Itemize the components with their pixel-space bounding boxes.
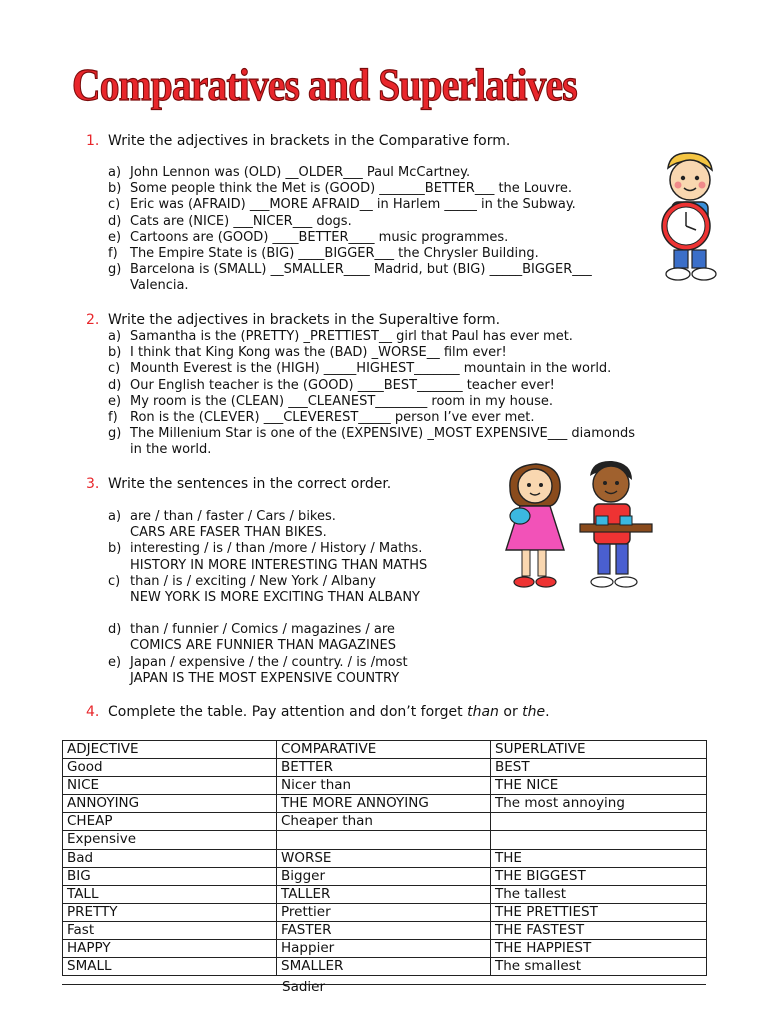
list-item: a) John Lennon was (OLD) __OLDER___ Paul McCartney. <box>108 165 471 180</box>
table-cell <box>277 831 491 849</box>
list-item: c) Mounth Everest is the (HIGH) _____HIGHEST_______ mountain in the world. <box>108 361 612 377</box>
list-item: e) Japan / expensive / the / country. / is /most <box>108 654 408 670</box>
table-cell: The tallest <box>491 885 707 903</box>
table-cell: Fast <box>63 921 277 939</box>
list-item: a) Samantha is the (PRETTY) _PRETTIEST__ girl that Paul has ever met. <box>108 329 573 344</box>
table-cell: COMPARATIVE <box>277 741 491 759</box>
table-row <box>63 777 707 795</box>
the-word: the <box>522 704 546 720</box>
overflow-text: Sadier <box>282 979 326 995</box>
boy-clock-illustration <box>656 150 722 285</box>
page-title: Comparatives and Superlatives <box>72 59 577 110</box>
list-item-continuation: in the world. <box>130 442 212 458</box>
list-item: f) The Empire State is (BIG) ____BIGGER___ the Chrysler Building. <box>108 246 539 262</box>
table-cell: THE MORE ANNOYING <box>277 795 491 813</box>
table-row <box>63 885 707 903</box>
list-item: c) Eric was (AFRAID) ___MORE AFRAID__ in Harlem _____ in the Subway. <box>108 197 576 213</box>
than-word: than <box>467 704 499 720</box>
question-instruction: Write the adjectives in brackets in the Comparative form. <box>108 133 511 149</box>
table-cell: FASTER <box>277 921 491 939</box>
kids-illustration <box>498 458 662 592</box>
table-cell: CHEAP <box>63 813 277 831</box>
list-item: b) I think that King Kong was the (BAD) _WORSE__ film ever! <box>108 345 507 361</box>
question-1-items <box>108 165 592 295</box>
table-cell <box>491 831 707 849</box>
answer-text: NEW YORK IS MORE EXCITING THAN ALBANY <box>130 590 420 606</box>
table-cell: Bigger <box>277 867 491 885</box>
question-1 <box>86 133 510 149</box>
question-2-items <box>108 329 635 459</box>
table-cell: PRETTY <box>63 903 277 921</box>
question-instruction: Write the sentences in the correct order. <box>108 476 392 492</box>
list-item: b) Some people think the Met is (GOOD) _______BETTER___ the Louvre. <box>108 181 573 197</box>
list-item-continuation: Valencia. <box>130 278 189 294</box>
table-cell: THE BIGGEST <box>491 867 707 885</box>
question-3 <box>86 476 391 492</box>
table-cell: TALL <box>63 885 277 903</box>
table-row <box>63 831 707 849</box>
table-row <box>63 813 707 831</box>
list-item: e) Cartoons are (GOOD) ____BETTER____ music programmes. <box>108 229 509 245</box>
table-cell: Expensive <box>63 831 277 849</box>
table-header-row <box>63 741 707 759</box>
table-cell: Happier <box>277 940 491 958</box>
table-row <box>63 759 707 777</box>
table-cell: THE PRETTIEST <box>491 903 707 921</box>
answer-text: CARS ARE FASER THAN BIKES. <box>130 525 327 541</box>
question-number: 1. <box>86 133 100 149</box>
table-cell: SMALLER <box>277 958 491 976</box>
question-number: 4. <box>86 704 100 720</box>
table-cell: Bad <box>63 849 277 867</box>
table-cell: WORSE <box>277 849 491 867</box>
table-cell: THE NICE <box>491 777 707 795</box>
table-cell: THE FASTEST <box>491 921 707 939</box>
table-row <box>63 903 707 921</box>
question-4: 4. Complete the table. Pay attention and don’t forget than or the. <box>86 704 550 720</box>
table-cell: BETTER <box>277 759 491 777</box>
table-cell: SUPERLATIVE <box>491 741 707 759</box>
table-cell: BIG <box>63 867 277 885</box>
table-cell: THE HAPPIEST <box>491 940 707 958</box>
answer-text: HISTORY IN MORE INTERESTING THAN MATHS <box>130 557 428 573</box>
table-row <box>63 867 707 885</box>
table-bottom-line <box>62 984 706 985</box>
answer-text: COMICS ARE FUNNIER THAN MAGAZINES <box>130 638 396 654</box>
table-cell: NICE <box>63 777 277 795</box>
table-cell: Nicer than <box>277 777 491 795</box>
list-item: b) interesting / is / than /more / History / Maths. <box>108 541 423 557</box>
table-cell: The smallest <box>491 958 707 976</box>
answer-text: JAPAN IS THE MOST EXPENSIVE COUNTRY <box>130 670 400 686</box>
table-cell: The most annoying <box>491 795 707 813</box>
list-item: c) than / is / exciting / New York / Albany <box>108 573 376 589</box>
table-cell: Cheaper than <box>277 813 491 831</box>
list-item: a) are / than / faster / Cars / bikes. <box>108 509 336 524</box>
table-row <box>63 958 707 976</box>
list-item: g) The Millenium Star is one of the (EXPENSIVE) _MOST EXPENSIVE___ diamonds <box>108 426 636 442</box>
adjective-table <box>62 740 707 976</box>
table-cell: SMALL <box>63 958 277 976</box>
question-number: 2. <box>86 312 100 328</box>
list-item: d) Our English teacher is the (GOOD) ____BEST_______ teacher ever! <box>108 377 555 393</box>
table-row <box>63 940 707 958</box>
table-cell <box>491 813 707 831</box>
question-instruction: Write the adjectives in brackets in the Superaltive form. <box>108 312 501 328</box>
question-3-items <box>108 509 427 687</box>
question-number: 3. <box>86 476 100 492</box>
question-2 <box>86 312 500 328</box>
table-row <box>63 921 707 939</box>
table-cell: HAPPY <box>63 940 277 958</box>
table-cell: ADJECTIVE <box>63 741 277 759</box>
table-row <box>63 795 707 813</box>
list-item: d) Cats are (NICE) ___NICER___ dogs. <box>108 213 352 229</box>
list-item: f) Ron is the (CLEVER) ___CLEVEREST_____ person I’ve ever met. <box>108 410 535 426</box>
list-item: d) than / funnier / Comics / magazines / are <box>108 622 395 638</box>
list-item: g) Barcelona is (SMALL) __SMALLER____ Madrid, but (BIG) _____BIGGER___ <box>108 262 592 278</box>
table-row <box>63 849 707 867</box>
table-cell: TALLER <box>277 885 491 903</box>
list-item: e) My room is the (CLEAN) ___CLEANEST________ room in my house. <box>108 393 553 409</box>
table-cell: ANNOYING <box>63 795 277 813</box>
table-cell: THE <box>491 849 707 867</box>
table-cell: Good <box>63 759 277 777</box>
question-instruction: Complete the table. Pay attention and don’t forget <box>108 704 468 720</box>
table-cell: BEST <box>491 759 707 777</box>
table-cell: Prettier <box>277 903 491 921</box>
